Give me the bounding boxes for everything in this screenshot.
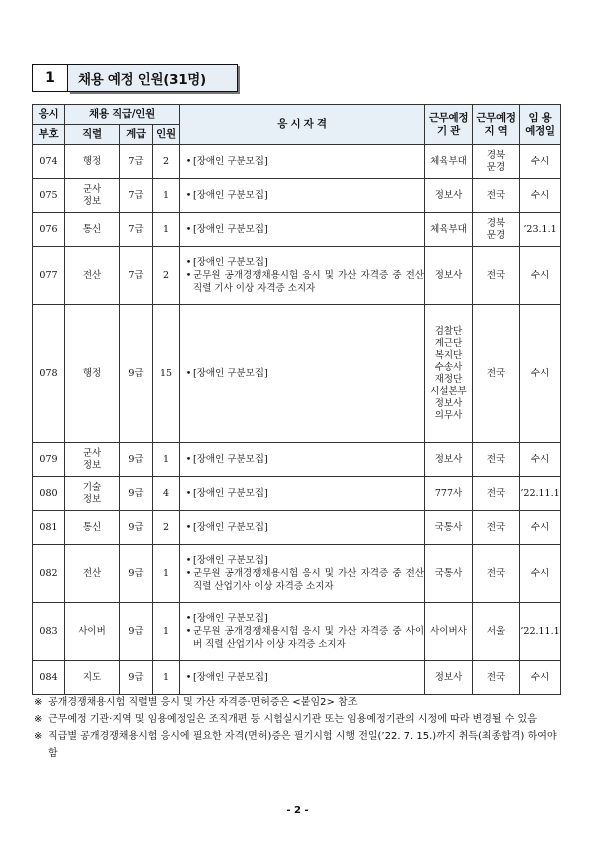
footnote-text: 공개경쟁채용시험 직렬별 응시 및 가산 자격증·면허증은 <붙임2> 참조 xyxy=(48,697,358,708)
header-grade: 계급 xyxy=(120,125,153,145)
exam-code-cell: 077 xyxy=(33,247,65,305)
bullet-icon: • xyxy=(185,613,192,624)
appointment-date-cell: ’22.11.1 xyxy=(520,603,561,661)
qualification-item xyxy=(184,367,424,380)
qualification-item xyxy=(184,612,424,625)
header-series: 직렬 xyxy=(65,125,120,145)
recruitment-table xyxy=(32,104,561,695)
bullet-icon: • xyxy=(185,257,192,268)
count-cell: 2 xyxy=(153,145,180,179)
grade-cell: 9급 xyxy=(120,545,153,603)
qualification-cell xyxy=(180,305,425,443)
table-row xyxy=(33,545,561,603)
qualification-item xyxy=(184,155,424,168)
exam-code-cell: 082 xyxy=(33,545,65,603)
agency-cell: 검찰단 계근단 복지단 수송사 재정단 시설본부 정보사 의무사 xyxy=(425,305,473,443)
count-cell: 1 xyxy=(153,179,180,213)
table-row xyxy=(33,477,561,511)
qualification-text: [장애인 구분모집] xyxy=(193,613,268,624)
qualification-text: [장애인 구분모집] xyxy=(193,555,268,566)
agency-cell: 정보사 xyxy=(425,443,473,477)
agency-cell: 777사 xyxy=(425,477,473,511)
qualification-cell xyxy=(180,443,425,477)
qualification-item xyxy=(184,189,424,202)
table-row xyxy=(33,511,561,545)
agency-cell: 국통사 xyxy=(425,545,473,603)
qualification-item xyxy=(184,223,424,236)
agency-cell: 정보사 xyxy=(425,247,473,305)
qualification-cell xyxy=(180,603,425,661)
qualification-text: [장애인 구분모집] xyxy=(193,368,268,379)
appointment-date-cell: 수시 xyxy=(520,145,561,179)
bullet-icon: • xyxy=(185,555,192,566)
appointment-date-cell: 수시 xyxy=(520,305,561,443)
series-cell: 군사 정보 xyxy=(65,179,120,213)
exam-code-cell: 080 xyxy=(33,477,65,511)
qualification-text: [장애인 구분모집] xyxy=(193,522,268,533)
series-cell: 지도 xyxy=(65,661,120,695)
qualification-item xyxy=(184,256,424,269)
qualification-cell xyxy=(180,145,425,179)
region-cell: 전국 xyxy=(473,511,520,545)
bullet-icon: • xyxy=(185,568,192,579)
bullet-icon: • xyxy=(185,454,192,465)
series-cell: 전산 xyxy=(65,545,120,603)
reference-mark-icon: ※ xyxy=(34,731,43,742)
grade-cell: 7급 xyxy=(120,213,153,247)
appointment-date-cell: 수시 xyxy=(520,247,561,305)
exam-code-cell: 075 xyxy=(33,179,65,213)
region-cell: 경북 문경 xyxy=(473,145,520,179)
qualification-cell xyxy=(180,213,425,247)
agency-cell: 정보사 xyxy=(425,661,473,695)
footnotes xyxy=(34,694,562,762)
section-heading xyxy=(32,64,238,92)
count-cell: 1 xyxy=(153,603,180,661)
appointment-date-cell: 수시 xyxy=(520,179,561,213)
qualification-text: [장애인 구분모집] xyxy=(193,156,268,167)
grade-cell: 7급 xyxy=(120,145,153,179)
qualification-text: [장애인 구분모집] xyxy=(193,672,268,683)
count-cell: 1 xyxy=(153,213,180,247)
qualification-text: [장애인 구분모집] xyxy=(193,190,268,201)
header-appointment-date: 임 용 예정일 xyxy=(520,105,561,145)
header-count: 인원 xyxy=(153,125,180,145)
region-cell: 전국 xyxy=(473,661,520,695)
bullet-icon: • xyxy=(185,156,192,167)
region-cell: 전국 xyxy=(473,545,520,603)
region-cell: 전국 xyxy=(473,443,520,477)
bullet-icon: • xyxy=(185,522,192,533)
count-cell: 15 xyxy=(153,305,180,443)
agency-cell: 사이버사 xyxy=(425,603,473,661)
series-cell: 행정 xyxy=(65,145,120,179)
appointment-date-cell: 수시 xyxy=(520,443,561,477)
appointment-date-cell: ’22.11.1 xyxy=(520,477,561,511)
series-cell: 통신 xyxy=(65,213,120,247)
grade-cell: 7급 xyxy=(120,179,153,213)
region-cell: 전국 xyxy=(473,305,520,443)
header-region: 근무예정 지 역 xyxy=(473,105,520,145)
grade-cell: 9급 xyxy=(120,477,153,511)
grade-cell: 9급 xyxy=(120,603,153,661)
grade-cell: 9급 xyxy=(120,443,153,477)
qualification-item xyxy=(184,453,424,466)
table-row xyxy=(33,247,561,305)
count-cell: 1 xyxy=(153,545,180,603)
qualification-item xyxy=(184,567,424,593)
agency-cell: 국통사 xyxy=(425,511,473,545)
table-row xyxy=(33,179,561,213)
series-cell: 군사 정보 xyxy=(65,443,120,477)
qualification-item xyxy=(184,554,424,567)
grade-cell: 7급 xyxy=(120,247,153,305)
header-position-group: 채용 직급/인원 xyxy=(65,105,180,125)
agency-cell: 체육부대 xyxy=(425,145,473,179)
series-cell: 통신 xyxy=(65,511,120,545)
region-cell: 전국 xyxy=(473,477,520,511)
count-cell: 2 xyxy=(153,511,180,545)
exam-code-cell: 081 xyxy=(33,511,65,545)
exam-code-cell: 084 xyxy=(33,661,65,695)
series-cell: 전산 xyxy=(65,247,120,305)
reference-mark-icon: ※ xyxy=(34,714,43,725)
header-qualification: 응 시 자 격 xyxy=(180,105,425,145)
appointment-date-cell: ’23.1.1 xyxy=(520,213,561,247)
qualification-text: 군무원 공개경쟁채용시험 응시 및 가산 자격증 중 전산 직렬 산업기사 이상 자격증 소지자 xyxy=(193,568,425,592)
qualification-text: [장애인 구분모집] xyxy=(193,257,268,268)
region-cell: 서울 xyxy=(473,603,520,661)
header-exam-no-2: 부호 xyxy=(33,125,65,145)
bullet-icon: • xyxy=(185,190,192,201)
header-exam-no-1: 응시 xyxy=(33,105,65,125)
count-cell: 4 xyxy=(153,477,180,511)
qualification-cell xyxy=(180,511,425,545)
table-row xyxy=(33,145,561,179)
footnote xyxy=(34,694,562,711)
exam-code-cell: 079 xyxy=(33,443,65,477)
qualification-item xyxy=(184,671,424,684)
series-cell: 행정 xyxy=(65,305,120,443)
qualification-text: [장애인 구분모집] xyxy=(193,488,268,499)
series-cell: 사이버 xyxy=(65,603,120,661)
qualification-item xyxy=(184,487,424,500)
grade-cell: 9급 xyxy=(120,661,153,695)
bullet-icon: • xyxy=(185,672,192,683)
qualification-item xyxy=(184,625,424,651)
bullet-icon: • xyxy=(185,626,192,637)
qualification-cell xyxy=(180,477,425,511)
qualification-item xyxy=(184,521,424,534)
table-row xyxy=(33,443,561,477)
count-cell: 2 xyxy=(153,247,180,305)
qualification-cell xyxy=(180,247,425,305)
qualification-text: 군무원 공개경쟁채용시험 응시 및 가산 자격증 중 전산 직렬 기사 이상 자격증 소지자 xyxy=(193,270,425,294)
bullet-icon: • xyxy=(185,270,192,281)
footnote-text: 근무예정 기관·지역 및 임용예정일은 조직개편 등 시험실시기관 또는 임용예정기관의 시정에 따라 변경될 수 있음 xyxy=(48,714,537,725)
reference-mark-icon: ※ xyxy=(34,697,43,708)
table-row xyxy=(33,305,561,443)
table-row xyxy=(33,661,561,695)
qualification-cell xyxy=(180,545,425,603)
bullet-icon: • xyxy=(185,224,192,235)
exam-code-cell: 078 xyxy=(33,305,65,443)
header-agency: 근무예정 기 관 xyxy=(425,105,473,145)
footnote xyxy=(34,711,562,728)
section-title: 채용 예정 인원(31명) xyxy=(68,64,238,92)
bullet-icon: • xyxy=(185,368,192,379)
page-number: - 2 - xyxy=(286,805,309,816)
appointment-date-cell: 수시 xyxy=(520,511,561,545)
exam-code-cell: 076 xyxy=(33,213,65,247)
section-number: 1 xyxy=(32,64,68,92)
appointment-date-cell: 수시 xyxy=(520,661,561,695)
footnote xyxy=(34,728,562,762)
region-cell: 경북 문경 xyxy=(473,213,520,247)
qualification-text: [장애인 구분모집] xyxy=(193,224,268,235)
qualification-cell xyxy=(180,179,425,213)
qualification-text: 군무원 공개경쟁채용시험 응시 및 가산 자격증 중 사이버 직렬 산업기사 이상 자격증 소지자 xyxy=(193,626,425,650)
qualification-cell xyxy=(180,661,425,695)
grade-cell: 9급 xyxy=(120,305,153,443)
qualification-text: [장애인 구분모집] xyxy=(193,454,268,465)
series-cell: 기술 정보 xyxy=(65,477,120,511)
bullet-icon: • xyxy=(185,488,192,499)
count-cell: 1 xyxy=(153,443,180,477)
exam-code-cell: 074 xyxy=(33,145,65,179)
appointment-date-cell: 수시 xyxy=(520,545,561,603)
grade-cell: 9급 xyxy=(120,511,153,545)
exam-code-cell: 083 xyxy=(33,603,65,661)
count-cell: 1 xyxy=(153,661,180,695)
region-cell: 전국 xyxy=(473,179,520,213)
table-row xyxy=(33,213,561,247)
region-cell: 전국 xyxy=(473,247,520,305)
agency-cell: 정보사 xyxy=(425,179,473,213)
table-row xyxy=(33,603,561,661)
agency-cell: 체육부대 xyxy=(425,213,473,247)
footnote-text: 직급별 공개경쟁채용시험 응시에 필요한 자격(면허)증은 필기시험 시행 전일(’22. 7. 15.)까지 취득(최종합격) 하여야 함 xyxy=(48,731,557,759)
qualification-item xyxy=(184,269,424,295)
